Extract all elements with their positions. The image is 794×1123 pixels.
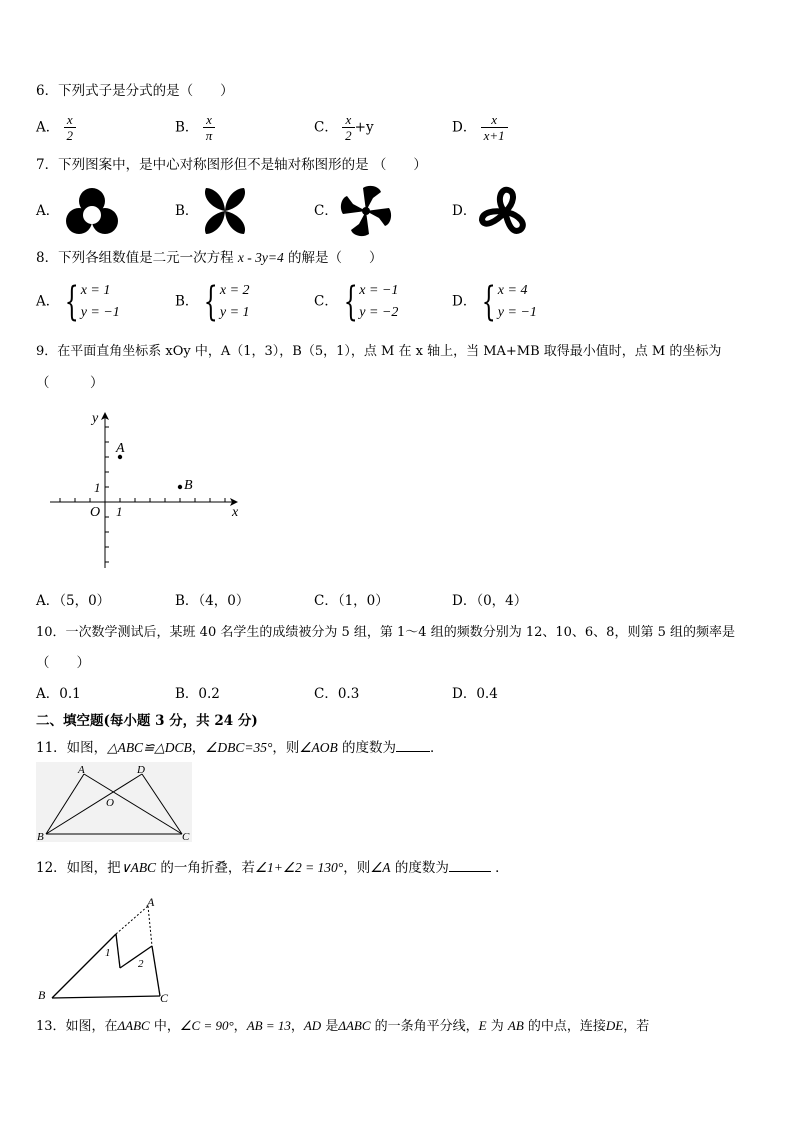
angle-2-label: 2 bbox=[138, 958, 144, 970]
option-label: D． bbox=[452, 293, 477, 310]
fraction: $\frac{x}{x+1}$ bbox=[481, 112, 508, 144]
q10-option-d[interactable]: D．0.4 bbox=[452, 686, 498, 702]
label-b: B bbox=[184, 478, 193, 493]
q8-option-b[interactable]: B． { x = 2 y = 1 bbox=[175, 279, 250, 325]
q7-label-c[interactable]: C． bbox=[314, 203, 338, 219]
y-axis-label: y bbox=[92, 411, 99, 426]
q7-figure-c bbox=[339, 184, 393, 238]
equation-system: x = 2 y = 1 bbox=[219, 283, 250, 320]
q7-figure-b bbox=[202, 186, 248, 236]
q9-option-b[interactable]: B．（4，0） bbox=[175, 593, 250, 609]
q9-coordinate-figure bbox=[46, 408, 246, 578]
q8-option-d[interactable]: D． { x = 4 y = −1 bbox=[452, 279, 537, 325]
label-o: O bbox=[106, 797, 114, 809]
x-axis-label: x bbox=[232, 505, 239, 520]
q10-paren: （ ） bbox=[36, 655, 90, 671]
label-a: A bbox=[147, 895, 155, 909]
y-tick-one: 1 bbox=[94, 480, 101, 495]
label-c: C bbox=[182, 831, 190, 842]
option-label: C． bbox=[314, 293, 338, 310]
q10-option-c[interactable]: C．0.3 bbox=[314, 686, 360, 702]
q9-option-a[interactable]: A．（5，0） bbox=[36, 593, 111, 609]
q6-option-a[interactable] bbox=[36, 112, 76, 144]
q9-option-c[interactable]: C．（1，0） bbox=[314, 593, 389, 609]
q6-option-c[interactable] bbox=[314, 112, 374, 144]
option-label: A． bbox=[36, 293, 60, 310]
fraction: $\frac{x}{2}$ bbox=[64, 112, 77, 144]
q13-stem: 13．如图，在ΔABC 中，∠C = 90°，AB = 13，AD 是ΔABC 的一条角平分线，E 为 AB 的中点，连接DE，若 bbox=[36, 1018, 650, 1034]
q8-option-a[interactable]: A． { x = 1 y = −1 bbox=[36, 279, 120, 325]
q6-stem: 6．下列式子是分式的是（ ） bbox=[36, 83, 234, 99]
label-d: D bbox=[137, 764, 145, 776]
option-label: D． bbox=[452, 119, 477, 136]
q11-figure bbox=[36, 762, 192, 842]
q7-figure-d bbox=[478, 184, 532, 238]
q8-option-c[interactable]: C． { x = −1 y = −2 bbox=[314, 279, 399, 325]
q9-stem: 9．在平面直角坐标系 xOy 中，A（1，3），B（5，1），点 M 在 x 轴上，当 MA+MB 取得最小值时，点 M 的坐标为 bbox=[36, 344, 722, 359]
option-label: C． bbox=[314, 119, 338, 136]
q9-option-d[interactable]: D．（0，4） bbox=[452, 593, 528, 609]
equation-system: x = 1 y = −1 bbox=[80, 283, 120, 320]
answer-blank[interactable] bbox=[396, 738, 430, 752]
fraction: $\frac{x}{2}$ bbox=[342, 112, 355, 144]
equation-system: x = −1 y = −2 bbox=[359, 283, 399, 320]
q11-stem: 11．如图，△ABC≌△DCB，∠DBC=35°，则∠AOB 的度数为 ． bbox=[36, 740, 444, 756]
option-label: B． bbox=[175, 293, 199, 310]
angle-1-label: 1 bbox=[105, 947, 111, 959]
label-a: A bbox=[78, 764, 85, 776]
section-heading: 二、填空题(每小题 3 分，共 24 分) bbox=[36, 713, 258, 729]
q9-paren: （ ） bbox=[36, 375, 104, 391]
answer-blank[interactable] bbox=[449, 858, 491, 872]
q6-option-d[interactable] bbox=[452, 112, 508, 144]
option-tail: +y bbox=[354, 119, 374, 136]
q10-stem: 10．一次数学测试后，某班 40 名学生的成绩被分为 5 组，第 1～4 组的频数分别为 12、10、6、8，则第 5 组的频率是 bbox=[36, 625, 735, 640]
q12-stem: 12．如图，把∨ABC 的一角折叠，若∠1+∠2 = 130°，则∠A 的度数为 ． bbox=[36, 860, 509, 876]
q7-figure-a bbox=[64, 186, 120, 238]
q12-figure bbox=[36, 892, 182, 1008]
option-label: B． bbox=[175, 119, 199, 136]
q7-label-d[interactable]: D． bbox=[452, 203, 477, 219]
origin-label: O bbox=[90, 505, 101, 520]
q7-stem: 7．下列图案中，是中心对称图形但不是轴对称图形的是 （ ） bbox=[36, 157, 427, 173]
label-a: A bbox=[116, 441, 125, 456]
x-tick-one: 1 bbox=[116, 504, 123, 519]
option-label: A． bbox=[36, 119, 60, 136]
label-b: B bbox=[37, 831, 44, 842]
fraction: $\frac{x}{\pi}$ bbox=[203, 112, 216, 144]
label-c: C bbox=[160, 991, 169, 1005]
q7-label-a[interactable]: A． bbox=[36, 203, 60, 219]
equation-system: x = 4 y = −1 bbox=[497, 283, 537, 320]
point-b bbox=[178, 485, 182, 489]
q8-stem: 8．下列各组数值是二元一次方程 x - 3y=4 的解是（ ） bbox=[36, 250, 383, 266]
q6-option-b[interactable] bbox=[175, 112, 215, 144]
q10-option-a[interactable]: A．0.1 bbox=[36, 686, 81, 702]
label-b: B bbox=[38, 988, 46, 1002]
q10-option-b[interactable]: B．0.2 bbox=[175, 686, 220, 702]
q7-label-b[interactable]: B． bbox=[175, 203, 199, 219]
